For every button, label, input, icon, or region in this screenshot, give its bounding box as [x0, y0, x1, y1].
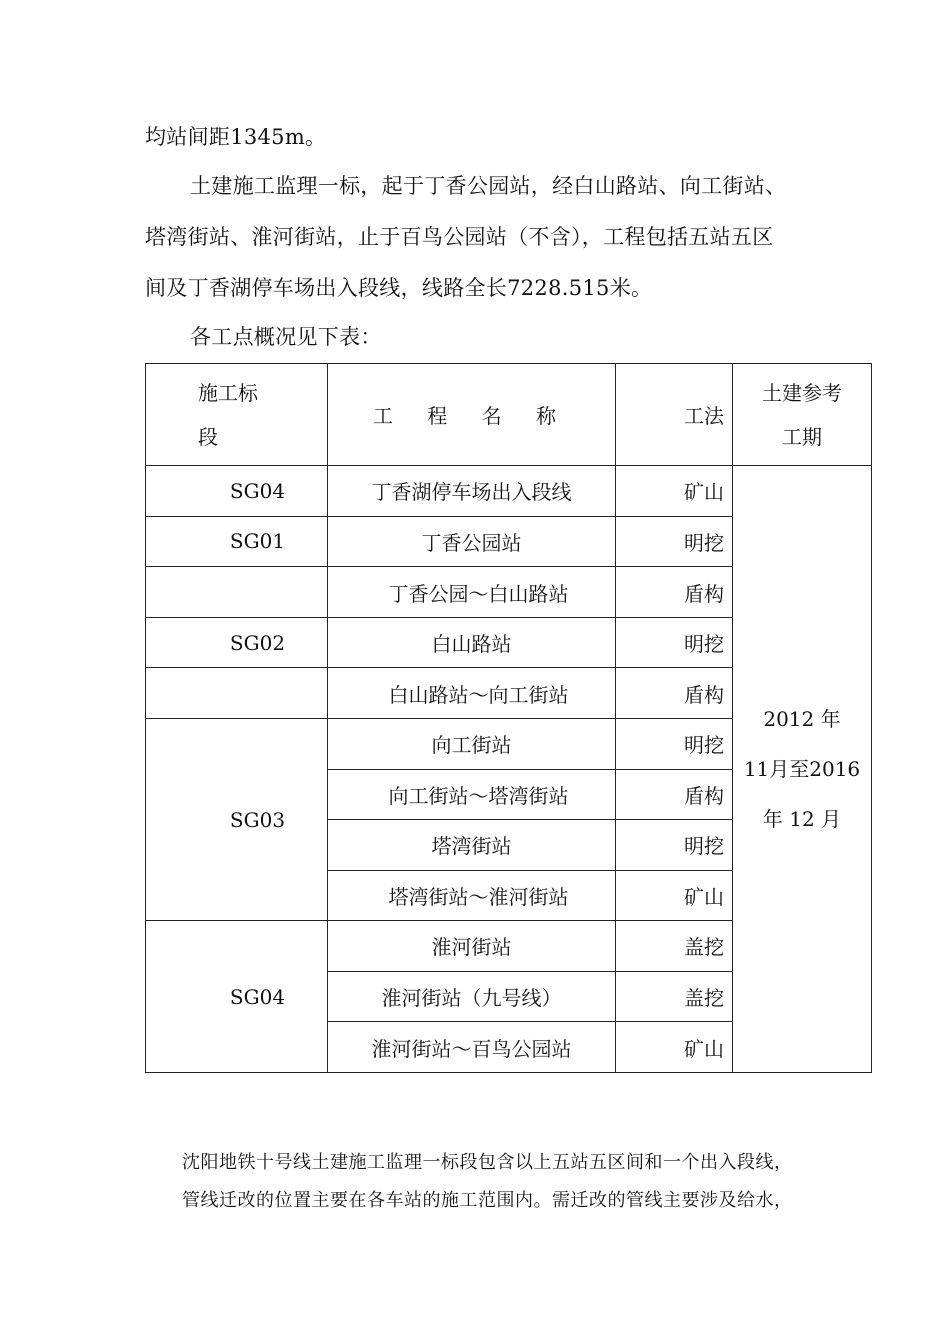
method-cell: 盾构: [616, 668, 733, 719]
name-cell: 丁香公园～白山路站: [328, 567, 616, 618]
header-section: 施工标 段: [146, 364, 328, 466]
method-cell: 明挖: [616, 516, 733, 567]
name-cell: 淮河街站: [328, 921, 616, 972]
name-cell: 塔湾街站～淮河街站: [328, 870, 616, 921]
name-cell: 淮河街站（九号线）: [328, 971, 616, 1022]
header-method: 工法: [616, 364, 733, 466]
method-cell: 矿山: [616, 1022, 733, 1073]
method-cell: 明挖: [616, 820, 733, 871]
paragraph-line-2: 土建施工监理一标，起于丁香公园站，经白山路站、向工街站、: [190, 174, 787, 198]
paragraph-line-3: 塔湾街站、淮河街站，止于百鸟公园站（不含），工程包括五站五区: [145, 225, 774, 249]
name-cell: 淮河街站～百鸟公园站: [328, 1022, 616, 1073]
name-cell: 塔湾街站: [328, 820, 616, 871]
name-cell: 白山路站～向工街站: [328, 668, 616, 719]
section-cell: SG01: [146, 516, 328, 567]
period-cell: 2012 年 11月至2016 年 12 月: [733, 466, 872, 1073]
table-header-row: [146, 364, 872, 466]
method-cell: 明挖: [616, 617, 733, 668]
method-cell: 盾构: [616, 567, 733, 618]
name-cell: 向工街站～塔湾街站: [328, 769, 616, 820]
section-cell: [146, 567, 328, 618]
method-cell: 矿山: [616, 466, 733, 517]
paragraph-line-5: 各工点概况见下表：: [190, 325, 382, 349]
section-cell: [146, 668, 328, 719]
paragraph-line-1: 均站间距1345m。: [145, 125, 327, 149]
footer-paragraph-line-1: 沈阳地铁十号线土建施工监理一标段包含以上五站五区间和一个出入段线，: [182, 1152, 793, 1173]
name-cell: 丁香湖停车场出入段线: [328, 466, 616, 517]
paragraph-line-4: 间及丁香湖停车场出入段线，线路全长7228.515米。: [145, 276, 653, 300]
section-cell: SG02: [146, 617, 328, 668]
section-cell: SG04: [146, 466, 328, 517]
table-row: [146, 466, 872, 517]
method-cell: 明挖: [616, 718, 733, 769]
name-cell: 向工街站: [328, 718, 616, 769]
method-cell: 盾构: [616, 769, 733, 820]
header-period: 土建参考 工期: [733, 364, 872, 466]
name-cell: 白山路站: [328, 617, 616, 668]
name-cell: 丁香公园站: [328, 516, 616, 567]
header-name: 工 程 名 称: [328, 364, 616, 466]
method-cell: 盖挖: [616, 971, 733, 1022]
footer-paragraph-line-2: 管线迁改的位置主要在各车站的施工范围内。需迁改的管线主要涉及给水，: [182, 1190, 793, 1211]
section-cell: SG03: [146, 718, 328, 920]
method-cell: 矿山: [616, 870, 733, 921]
method-cell: 盖挖: [616, 921, 733, 972]
site-overview-table: [145, 363, 872, 1073]
section-cell: SG04: [146, 921, 328, 1073]
